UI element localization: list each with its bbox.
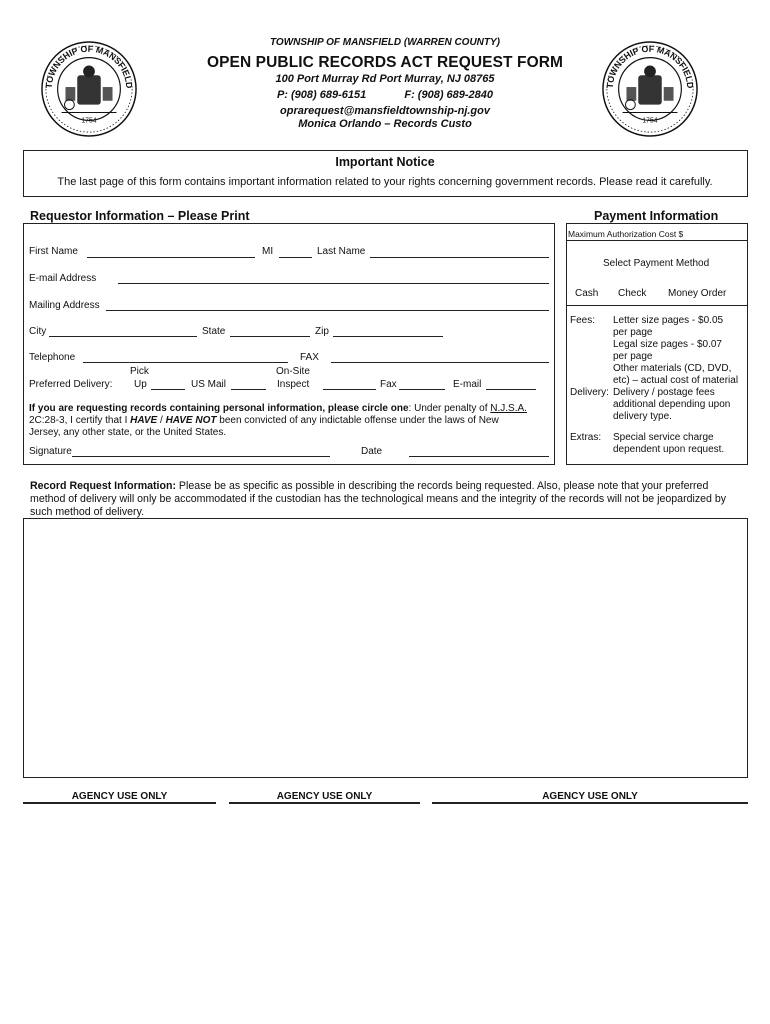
extras-line: Special service charge [613,432,714,443]
email-label: E-mail Address [29,273,97,284]
zip-label: Zip [315,326,329,337]
township-name: TOWNSHIP OF MANSFIELD (WARREN COUNTY) [270,37,500,48]
extras-list [613,432,724,456]
onsite-label: On-Site [276,366,310,377]
date-label: Date [361,446,383,457]
statute-ref: N.J.S.A. [490,403,527,414]
state-label: State [202,326,226,337]
fax-number: F: (908) 689-2840 [404,89,494,101]
zip-field[interactable] [333,336,443,337]
signature-label: Signature [29,446,72,457]
record-request-heading: Record Request Information: [30,480,176,492]
fee-line: per page [613,351,653,362]
fax-delivery-field[interactable] [399,389,445,390]
records-custodian: Monica Orlando – Records Custo [298,118,472,130]
pickup-label: Up [134,379,147,390]
record-request-textarea[interactable] [23,518,748,778]
records-email[interactable]: oprarequest@mansfieldtownship-nj.gov [280,105,490,117]
mi-field[interactable] [279,257,312,258]
signature-field[interactable] [72,456,330,457]
us-mail-field[interactable] [231,389,266,390]
delivery-label: Delivery: [570,387,609,398]
fees-label: Fees: [570,315,596,326]
telephone-label: Telephone [29,352,76,363]
phone-fax-line [0,89,770,101]
seal-text: TOWNSHIP OF MANSFIELD [604,43,696,89]
telephone-field[interactable] [83,362,288,363]
agency-use-line [432,802,748,804]
delivery-line: delivery type. [613,411,672,422]
conviction-certification: If you are requesting records containing personal information, please circle one: Under penalty of N.J.S.A. 2C:28-3, I certify that I HAVE / HAVE NOT been convicted of any indictable offense under the laws of New Jersey, any other state, or the United States. [29,403,527,438]
preferred-delivery-label: Preferred Delivery: [29,379,113,390]
agency-use-line [23,802,216,804]
delivery-line: Delivery / postage fees [613,387,715,398]
email-delivery-label: E-mail [453,379,482,390]
form-title: OPEN PUBLIC RECORDS ACT REQUEST FORM [206,54,564,71]
email-delivery-field[interactable] [486,389,536,390]
mi-label: MI [262,246,274,257]
agency-use-label: AGENCY USE ONLY [276,791,373,802]
fee-line: Other materials (CD, DVD, [613,363,732,374]
payment-heading: Payment Information [594,209,719,223]
fee-line: Legal size pages - $0.07 [613,339,722,350]
delivery-line: additional depending upon [613,399,731,410]
extras-label: Extras: [570,432,602,443]
us-mail-label: US Mail [191,379,227,390]
money-order-option[interactable]: Money Order [668,288,727,299]
mailing-address-field[interactable] [106,310,549,311]
inspect-label: Inspect [277,379,310,390]
agency-use-line [229,802,420,804]
check-option[interactable]: Check [618,288,647,299]
mailing-address-label: Mailing Address [29,300,100,311]
fax-field[interactable] [331,362,549,363]
delivery-list [613,387,730,423]
seal-year: 1754 [81,117,97,125]
fee-line: etc) – actual cost of material [613,375,739,386]
last-name-field[interactable] [370,257,549,258]
payment-divider [566,305,748,306]
fees-list [613,315,738,387]
last-name-label: Last Name [317,246,366,257]
agency-use-label: AGENCY USE ONLY [542,791,638,802]
seal-year: 1754 [642,117,658,125]
date-field[interactable] [409,456,549,457]
record-request-instructions: Record Request Information: Please be as specific as possible in describing the records being requested. Also, please note that your preferred method of delivery will only be accommodated if the custodian has the technological means and the integrity of the records will not be jeopardized by such method of delivery. [30,480,727,518]
state-field[interactable] [230,336,310,337]
extras-line: dependent upon request. [613,444,725,455]
fax-label: FAX [300,352,319,363]
select-payment-label: Select Payment Method [603,258,710,269]
township-address: 100 Port Murray Rd Port Murray, NJ 08765 [275,73,495,85]
fax-delivery-label: Fax [380,379,397,390]
pickup-field[interactable] [151,389,185,390]
email-field[interactable] [118,283,549,284]
max-cost-divider [566,240,748,241]
fee-line: Letter size pages - $0.05 [613,315,724,326]
max-cost-label: Maximum Authorization Cost $ [568,229,684,239]
pick-label: Pick [130,366,149,377]
phone-number: P: (908) 689-6151 [276,89,367,101]
cash-option[interactable]: Cash [575,288,599,299]
first-name-field[interactable] [87,257,255,258]
have-option[interactable]: HAVE [130,415,158,426]
first-name-label: First Name [29,246,78,257]
fee-line: per page [613,327,653,338]
seal-text: TOWNSHIP OF MANSFIELD [43,43,135,89]
notice-text: The last page of this form contains important information related to your rights concerning government records. Please read it carefully. [57,176,713,188]
agency-use-label: AGENCY USE ONLY [71,791,168,802]
inspect-field[interactable] [323,389,376,390]
requestor-heading: Requestor Information – Please Print [30,209,250,223]
notice-title: Important Notice [335,155,435,169]
city-field[interactable] [49,336,197,337]
city-label: City [29,326,47,337]
have-not-option[interactable]: HAVE NOT [165,415,217,426]
personal-info-notice: If you are requesting records containing personal information, please circle one [29,403,409,414]
